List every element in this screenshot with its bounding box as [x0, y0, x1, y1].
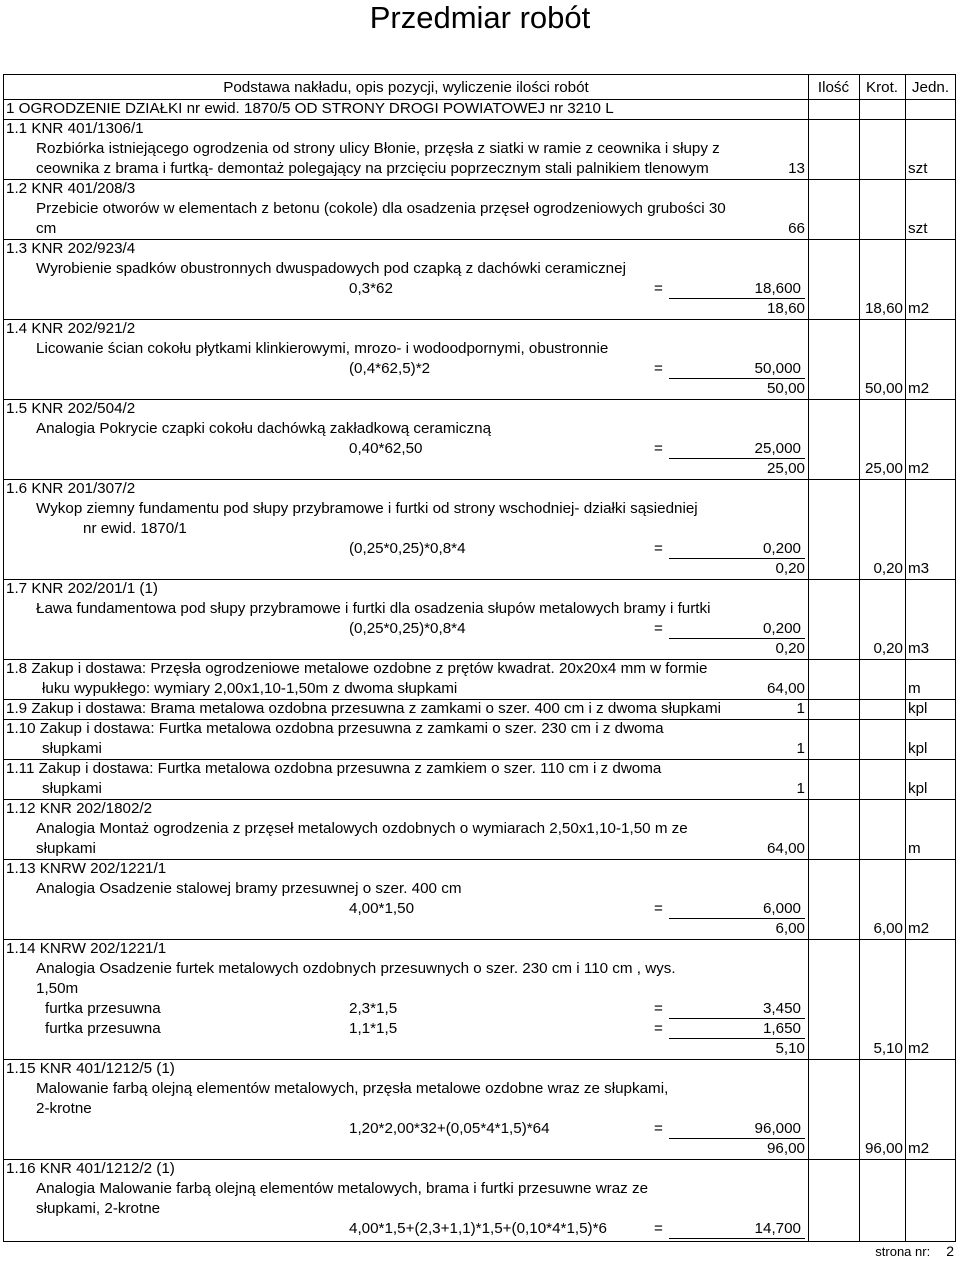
calc-underline [669, 918, 805, 919]
item-description: cm [36, 220, 57, 237]
calc-underline [669, 638, 805, 639]
calc-equals: = [654, 1120, 663, 1137]
item-description: Malowanie farbą olejną elementów metalowych, przęsła metalowe ozdobne wraz ze słupkami, [36, 1080, 669, 1097]
item-unit: kpl [908, 740, 928, 757]
item-description: Licowanie ścian cokołu płytkami klinkierowymi, mrozo- i wodoodpornymi, obustronnie [36, 340, 609, 357]
item-quantity: 66 [788, 220, 805, 237]
item-unit: m3 [908, 560, 930, 577]
item-code: 1.4 KNR 202/921/2 [6, 320, 136, 337]
item-code: 1.15 KNR 401/1212/5 (1) [6, 1060, 175, 1077]
item-description: łuku wypukłego: wymiary 2,00x1,10-1,50m z dwoma słupkami [42, 680, 458, 697]
page-number: 2 [946, 1243, 954, 1259]
item-quantity: 1 [796, 740, 805, 757]
item-unit: kpl [908, 700, 928, 717]
item-description: 1,50m [36, 980, 79, 997]
item-sum: 96,00 [766, 1140, 805, 1157]
calc-formula: (0,25*0,25)*0,8*4 [349, 540, 466, 557]
calc-underline [669, 1238, 805, 1239]
calc-underline [669, 558, 805, 559]
calc-equals: = [654, 1000, 663, 1017]
calc-value: 1,650 [762, 1020, 801, 1037]
item-description: Wykop ziemny fundamentu pod słupy przybramowe i furtki od strony wschodniej- działki sąsiedniej [36, 500, 698, 517]
calc-formula: 2,3*1,5 [349, 1000, 398, 1017]
calc-underline [669, 458, 805, 459]
row-divider [4, 239, 955, 240]
calc-value: 50,000 [754, 360, 801, 377]
item-multiplier: 0,20 [873, 560, 903, 577]
item-code: 1.14 KNRW 202/1221/1 [6, 940, 167, 957]
item-multiplier: 0,20 [873, 640, 903, 657]
item-sum: 0,20 [775, 560, 805, 577]
page-footer [875, 1243, 954, 1260]
column-divider [859, 75, 860, 1241]
item-code: 1.16 KNR 401/1212/2 (1) [6, 1160, 175, 1177]
item-description: Analogia Malowanie farbą olejną elementów metalowych, brama i furtki przesuwne wraz ze [36, 1180, 649, 1197]
calc-equals: = [654, 1220, 663, 1237]
header-description: Podstawa nakładu, opis pozycji, wyliczenie ilości robót [223, 79, 589, 96]
item-description: słupkami [36, 840, 96, 857]
header-quantity: Ilość [817, 79, 850, 96]
item-code: 1.5 KNR 202/504/2 [6, 400, 136, 417]
calc-value: 14,700 [754, 1220, 801, 1237]
calc-value: 25,000 [754, 440, 801, 457]
header-unit: Jedn. [911, 79, 950, 96]
calc-underline [669, 1138, 805, 1139]
calc-underline [669, 298, 805, 299]
calc-equals: = [654, 620, 663, 637]
page-number-label: strona nr: [875, 1244, 931, 1259]
item-unit: szt [908, 220, 928, 237]
item-quantity: 1 [796, 780, 805, 797]
item-code: 1.11 Zakup i dostawa: Furtka metalowa ozdobna przesuwna z zamkiem o szer. 110 cm i z dwoma [6, 760, 662, 777]
calc-formula: 1,1*1,5 [349, 1020, 398, 1037]
item-sum: 6,00 [775, 920, 805, 937]
row-divider [4, 119, 955, 120]
calc-formula: 4,00*1,50 [349, 900, 415, 917]
item-unit: szt [908, 160, 928, 177]
item-description: Analogia Montaż ogrodzenia z przęseł metalowych ozdobnych o wymiarach 2,50x1,10-1,50 m ze [36, 820, 688, 837]
item-quantity: 13 [788, 160, 805, 177]
item-multiplier: 96,00 [864, 1140, 903, 1157]
row-divider [4, 399, 955, 400]
estimate-table [3, 74, 956, 1242]
item-unit: m2 [908, 1140, 930, 1157]
item-unit: m2 [908, 380, 930, 397]
calc-underline [669, 378, 805, 379]
calc-formula: (0,25*0,25)*0,8*4 [349, 620, 466, 637]
item-quantity: 64,00 [766, 840, 805, 857]
item-description: Analogia Pokrycie czapki cokołu dachówką zakładkową ceramiczną [36, 420, 492, 437]
item-code: 1.6 KNR 201/307/2 [6, 480, 136, 497]
item-multiplier: 6,00 [873, 920, 903, 937]
section-title: 1 OGRODZENIE DZIAŁKI nr ewid. 1870/5 OD STRONY DROGI POWIATOWEJ nr 3210 L [6, 100, 614, 117]
column-divider [905, 75, 906, 1241]
item-code: 1.9 Zakup i dostawa: Brama metalowa ozdobna przesuwna z zamkami o szer. 400 cm i z dwoma słupkami [6, 700, 721, 717]
item-sum: 18,60 [766, 300, 805, 317]
calc-label: furtka przesuwna [45, 1020, 161, 1037]
item-sum: 0,20 [775, 640, 805, 657]
calc-formula: 4,00*1,5+(2,3+1,1)*1,5+(0,10*4*1,5)*6 [349, 1220, 607, 1237]
calc-equals: = [654, 1020, 663, 1037]
calc-underline [669, 1018, 805, 1019]
item-unit: m3 [908, 640, 930, 657]
item-multiplier: 18,60 [864, 300, 903, 317]
item-multiplier: 5,10 [873, 1040, 903, 1057]
calc-formula: 0,3*62 [349, 280, 393, 297]
item-description: Rozbiórka istniejącego ogrodzenia od strony ulicy Błonie, przęsła z siatki w ramie z ceownika i słupy z [36, 140, 720, 157]
item-sum: 5,10 [775, 1040, 805, 1057]
item-description: Przebicie otworów w elementach z betonu (cokole) dla osadzenia przęseł ogrodzeniowych grubości 30 [36, 200, 726, 217]
row-divider [4, 319, 955, 320]
item-code: 1.12 KNR 202/1802/2 [6, 800, 153, 817]
item-multiplier: 25,00 [864, 460, 903, 477]
item-multiplier: 50,00 [864, 380, 903, 397]
calc-equals: = [654, 280, 663, 297]
column-divider [808, 75, 809, 1241]
item-description: słupkami, 2-krotne [36, 1200, 161, 1217]
page-title: Przedmiar robót [369, 0, 591, 35]
item-unit: m2 [908, 460, 930, 477]
item-quantity: 64,00 [766, 680, 805, 697]
item-description: Analogia Osadzenie furtek metalowych ozdobnych przesuwnych o szer. 230 cm i 110 cm , wys. [36, 960, 676, 977]
item-unit: m2 [908, 300, 930, 317]
calc-equals: = [654, 540, 663, 557]
item-description: 2-krotne [36, 1100, 92, 1117]
calc-formula: 0,40*62,50 [349, 440, 423, 457]
calc-value: 18,600 [754, 280, 801, 297]
calc-label: furtka przesuwna [45, 1000, 161, 1017]
item-code: 1.10 Zakup i dostawa: Furtka metalowa ozdobna przesuwna z zamkami o szer. 230 cm i z dwoma [6, 720, 664, 737]
calc-value: 0,200 [762, 540, 801, 557]
calc-underline [669, 1038, 805, 1039]
item-unit: m2 [908, 1040, 930, 1057]
row-divider [4, 179, 955, 180]
item-description: Wyrobienie spadków obustronnych dwuspadowych pod czapką z dachówki ceramicznej [36, 260, 626, 277]
header-multiplier: Krot. [865, 79, 899, 96]
item-quantity: 1 [796, 700, 805, 717]
item-code: 1.3 KNR 202/923/4 [6, 240, 136, 257]
item-description: nr ewid. 1870/1 [83, 520, 187, 537]
item-code: 1.1 KNR 401/1306/1 [6, 120, 144, 137]
item-description: Ława fundamentowa pod słupy przybramowe i furtki dla osadzenia słupów metalowych bramy i furtki [36, 600, 711, 617]
item-unit: m2 [908, 920, 930, 937]
calc-formula: 1,20*2,00*32+(0,05*4*1,5)*64 [349, 1120, 550, 1137]
item-unit: m [908, 840, 921, 857]
item-code: 1.13 KNRW 202/1221/1 [6, 860, 167, 877]
item-unit: m [908, 680, 921, 697]
row-divider [4, 479, 955, 480]
item-code: 1.2 KNR 401/208/3 [6, 180, 136, 197]
item-unit: kpl [908, 780, 928, 797]
calc-value: 6,000 [762, 900, 801, 917]
item-description: słupkami [42, 740, 102, 757]
calc-value: 0,200 [762, 620, 801, 637]
calc-value: 96,000 [754, 1120, 801, 1137]
calc-equals: = [654, 360, 663, 377]
item-code: 1.8 Zakup i dostawa: Przęsła ogrodzeniowe metalowe ozdobne z prętów kwadrat. 20x20x4 mm w formie [6, 660, 708, 677]
item-description: Analogia Osadzenie stalowej bramy przesuwnej o szer. 400 cm [36, 880, 462, 897]
item-sum: 50,00 [766, 380, 805, 397]
calc-formula: (0,4*62,5)*2 [349, 360, 431, 377]
item-description: ceownika z brama i furtką- demontaż polegający na przcięciu poprzecznym stali palnikiem tlenowym [36, 160, 709, 177]
item-code: 1.7 KNR 202/201/1 (1) [6, 580, 158, 597]
calc-equals: = [654, 900, 663, 917]
calc-value: 3,450 [762, 1000, 801, 1017]
item-sum: 25,00 [766, 460, 805, 477]
item-description: słupkami [42, 780, 102, 797]
calc-equals: = [654, 440, 663, 457]
